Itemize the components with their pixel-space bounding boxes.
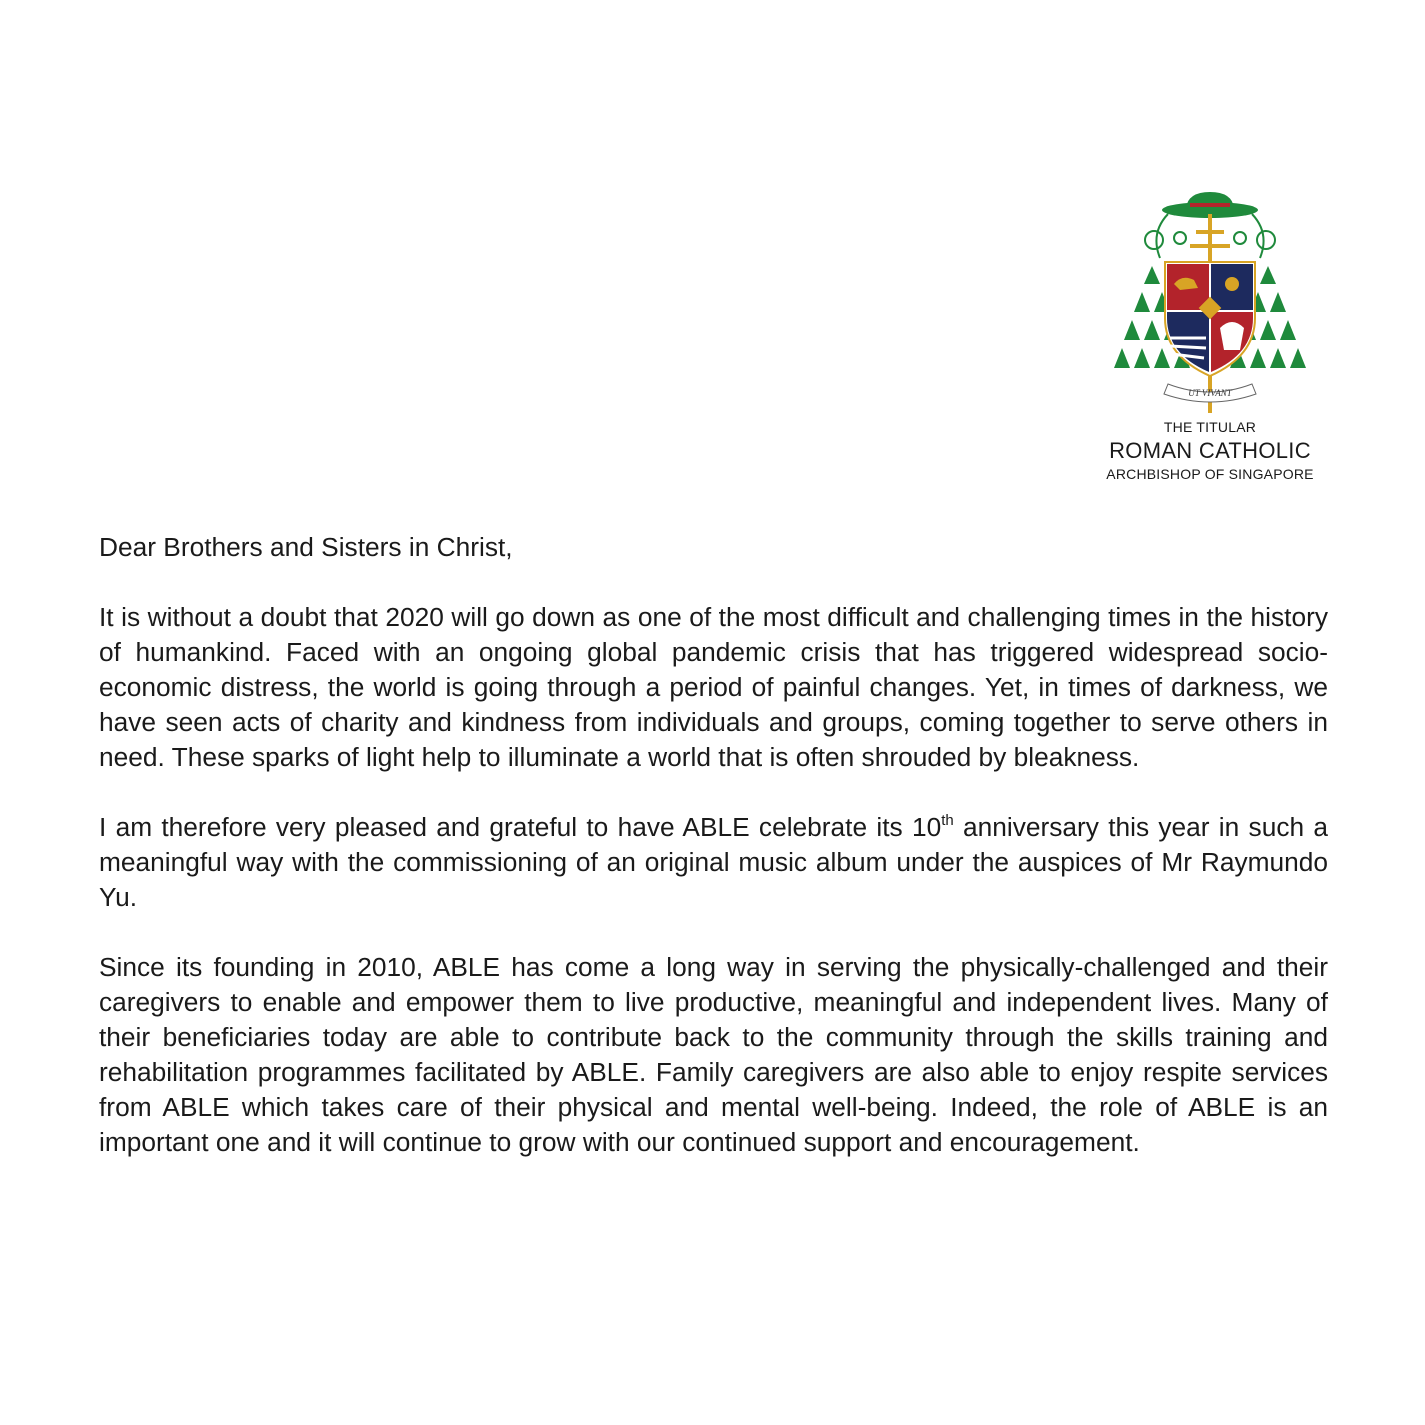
letterhead	[1090, 188, 1330, 482]
paragraph-founding: Since its founding in 2010, ABLE has come a long way in serving the physically-challenged and their caregivers to enable and empower them to live productive, meaningful and independent lives. Many of their beneficiaries today are able to contribute back to the community through the skills training and rehabilitation programmes facilitated by ABLE. Family caregivers are also able to enjoy respite services from ABLE which takes care of their physical and mental well-being. Indeed, the role of ABLE is an important one and it will continue to grow with our continued support and encouragement.	[99, 952, 1328, 1157]
coat-of-arms-icon	[1110, 188, 1310, 413]
letterhead-line-roman-catholic: ROMAN CATHOLIC	[1109, 438, 1311, 463]
motto-text: UT VIVANT	[1188, 388, 1232, 398]
paragraph-anniversary	[99, 810, 1328, 915]
paragraph-2020: It is without a doubt that 2020 will go down as one of the most difficult and challenging times in the history of humankind. Faced with an ongoing global pandemic crisis that has triggered widespread socio-economic distress, the world is going through a period of painful changes. Yet, in times of darkness, we have seen acts of charity and kindness from individuals and groups, coming together to serve others in need. These sparks of light help to illuminate a world that is often shrouded by bleakness.	[99, 602, 1328, 772]
letterhead-line-archbishop: ARCHBISHOP OF SINGAPORE	[1106, 466, 1314, 482]
letter-body	[99, 530, 1328, 1195]
letterhead-line-titular: THE TITULAR	[1163, 419, 1257, 435]
ordinal-superscript: th	[941, 812, 954, 829]
anniversary-text-after: anniversary this year in such a meaningful way with the commissioning of an original music album under the auspices of Mr Raymundo Yu.	[99, 812, 1328, 912]
anniversary-text-before: I am therefore very pleased and grateful to have ABLE celebrate its 10	[99, 812, 942, 842]
salutation: Dear Brothers and Sisters in Christ,	[99, 532, 513, 562]
